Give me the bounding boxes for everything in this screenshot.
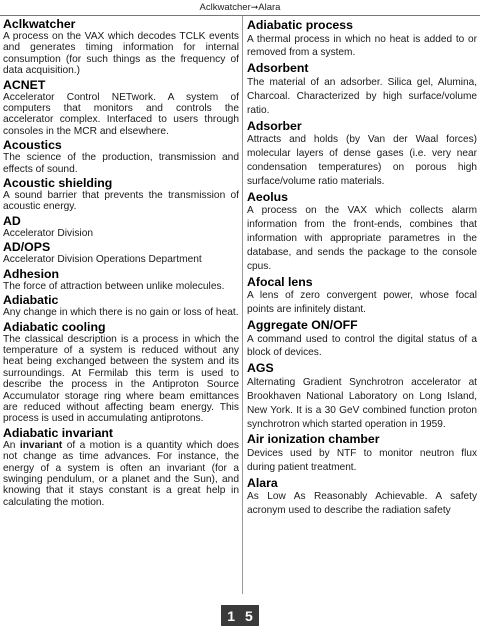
definition-text: of a motion is a quantity which does not change as time advances. For instance, the energy of a system is often an invariant (for a swinging pendulum, or a planet and the Sun), and knowing that it stays constant is a great help in calculating the motion. [3, 439, 239, 508]
definition-emphasis: invariant [19, 439, 63, 451]
entry-term: Air ionization chamber [247, 432, 380, 447]
entry-definition: Any change in which there is no gain or loss of heat. [3, 307, 239, 319]
entry-definition: Accelerator Division Operations Department [3, 254, 202, 266]
entry-term: Aclkwatcher [3, 17, 76, 31]
entry-definition: As Low As Reasonably Achievable. A safety acronym used to describe the radiation safety [247, 491, 477, 517]
entry-term: Adiabatic invariant [3, 425, 114, 440]
entry-term: AD [3, 213, 21, 228]
glossary-entry [247, 275, 477, 317]
running-head [0, 2, 480, 13]
entry-definition: The material of an adsorber. Silica gel, Alumina, Charcoal. Characterized by high surface/volume ratio. [247, 76, 477, 116]
entry-term: Adiabatic cooling [3, 319, 106, 334]
entry-definition: Devices used by NTF to monitor neutron flux during patient treatment. [247, 447, 477, 473]
glossary-entry [3, 176, 239, 213]
entry-term: Adsorber [247, 118, 302, 133]
page-number: 1 5 [221, 605, 259, 626]
entry-definition: The force of attraction between unlike molecules. [3, 280, 225, 292]
entry-definition: The science of the production, transmission and effects of sound. [3, 152, 239, 175]
entry-term: Afocal lens [247, 274, 313, 289]
glossary-entry [247, 432, 477, 474]
glossary-entry [3, 240, 239, 265]
entry-definition: Attracts and holds (by Van der Waal forces) molecular layers of dense gases (i.e. very near condensation temperatures) on porous high surface/volume ratio materials. [247, 134, 477, 187]
entry-term: Adhesion [3, 266, 60, 281]
glossary-entry [247, 318, 477, 360]
column-divider [242, 16, 243, 594]
glossary-entry [247, 190, 477, 274]
glossary-entry [3, 426, 239, 508]
entry-definition: Accelerator Control NETwork. A system of computers that monitors and controls the accelerator complex. Interfaced to users through consoles in the MCR and elsewhere. [3, 91, 239, 137]
entry-term: AGS [247, 361, 274, 376]
glossary-entry [3, 17, 239, 77]
right-column [247, 17, 477, 519]
glossary-entry [3, 320, 239, 425]
entry-definition: Accelerator Division [3, 227, 94, 239]
glossary-entry [247, 476, 477, 518]
entry-definition: A sound barrier that prevents the transmission of acoustic energy. [3, 190, 239, 213]
entry-term: Acoustic shielding [3, 176, 113, 191]
arrow-icon: ➞ [250, 2, 259, 12]
entry-term: AD/OPS [3, 240, 51, 255]
glossary-entry [3, 214, 239, 239]
definition-text: An [3, 439, 20, 451]
glossary-entry [247, 18, 477, 60]
glossary-entry [247, 119, 477, 189]
entry-term: Adsorbent [247, 61, 309, 76]
glossary-entry [3, 267, 239, 292]
entry-term: Alara [247, 475, 278, 490]
entry-definition: A process on the VAX which decodes TCLK events and generates timing information for internal consumption (for such things as the frequency of data acquisition.) [3, 31, 239, 77]
entry-definition: A command used to control the digital status of a block of devices. [247, 333, 477, 359]
glossary-entry [3, 78, 239, 138]
entry-term: Aeolus [247, 189, 288, 204]
top-rule [0, 15, 480, 16]
entry-definition: A process on the VAX which collects alarm information from the front-ends, combines that information with appropriate parametres in the database, and sends the package to the console cpus. [247, 205, 477, 272]
entry-definition: A lens of zero convergent power, whose focal points are infinitely distant. [247, 290, 477, 316]
entry-term: Adiabatic [3, 293, 59, 308]
entry-term: Adiabatic process [247, 18, 353, 32]
entry-definition: A thermal process in which no heat is added to or removed from a system. [247, 33, 477, 59]
running-head-from: Aclkwatcher [199, 2, 251, 13]
glossary-entry [247, 61, 477, 117]
left-column [3, 17, 239, 509]
glossary-entry [3, 138, 239, 175]
entry-definition: Alternating Gradient Synchrotron accelerator at Brookhaven National Laboratory on Long Island, New York. It is a 30 GeV combined function proton synchrotron which started operation in 1959. [247, 376, 477, 430]
entry-definition: The classical description is a process in which the temperature of a system is reduced without any heat being exchanged between the system and its surroundings. At Fermilab this term is used to describe the process in the Antiproton Source Accumulator storage ring where beam emittances are reduced without affecting beam energy. This process is used in accumulating antiprotons. [3, 333, 239, 425]
entry-term: Acoustics [3, 138, 62, 153]
entry-definition [3, 440, 239, 508]
entry-term: ACNET [3, 77, 46, 92]
glossary-entry [247, 361, 477, 431]
entry-term: Aggregate ON/OFF [247, 318, 358, 332]
running-head-to: Alara [258, 2, 281, 13]
glossary-entry [3, 293, 239, 318]
